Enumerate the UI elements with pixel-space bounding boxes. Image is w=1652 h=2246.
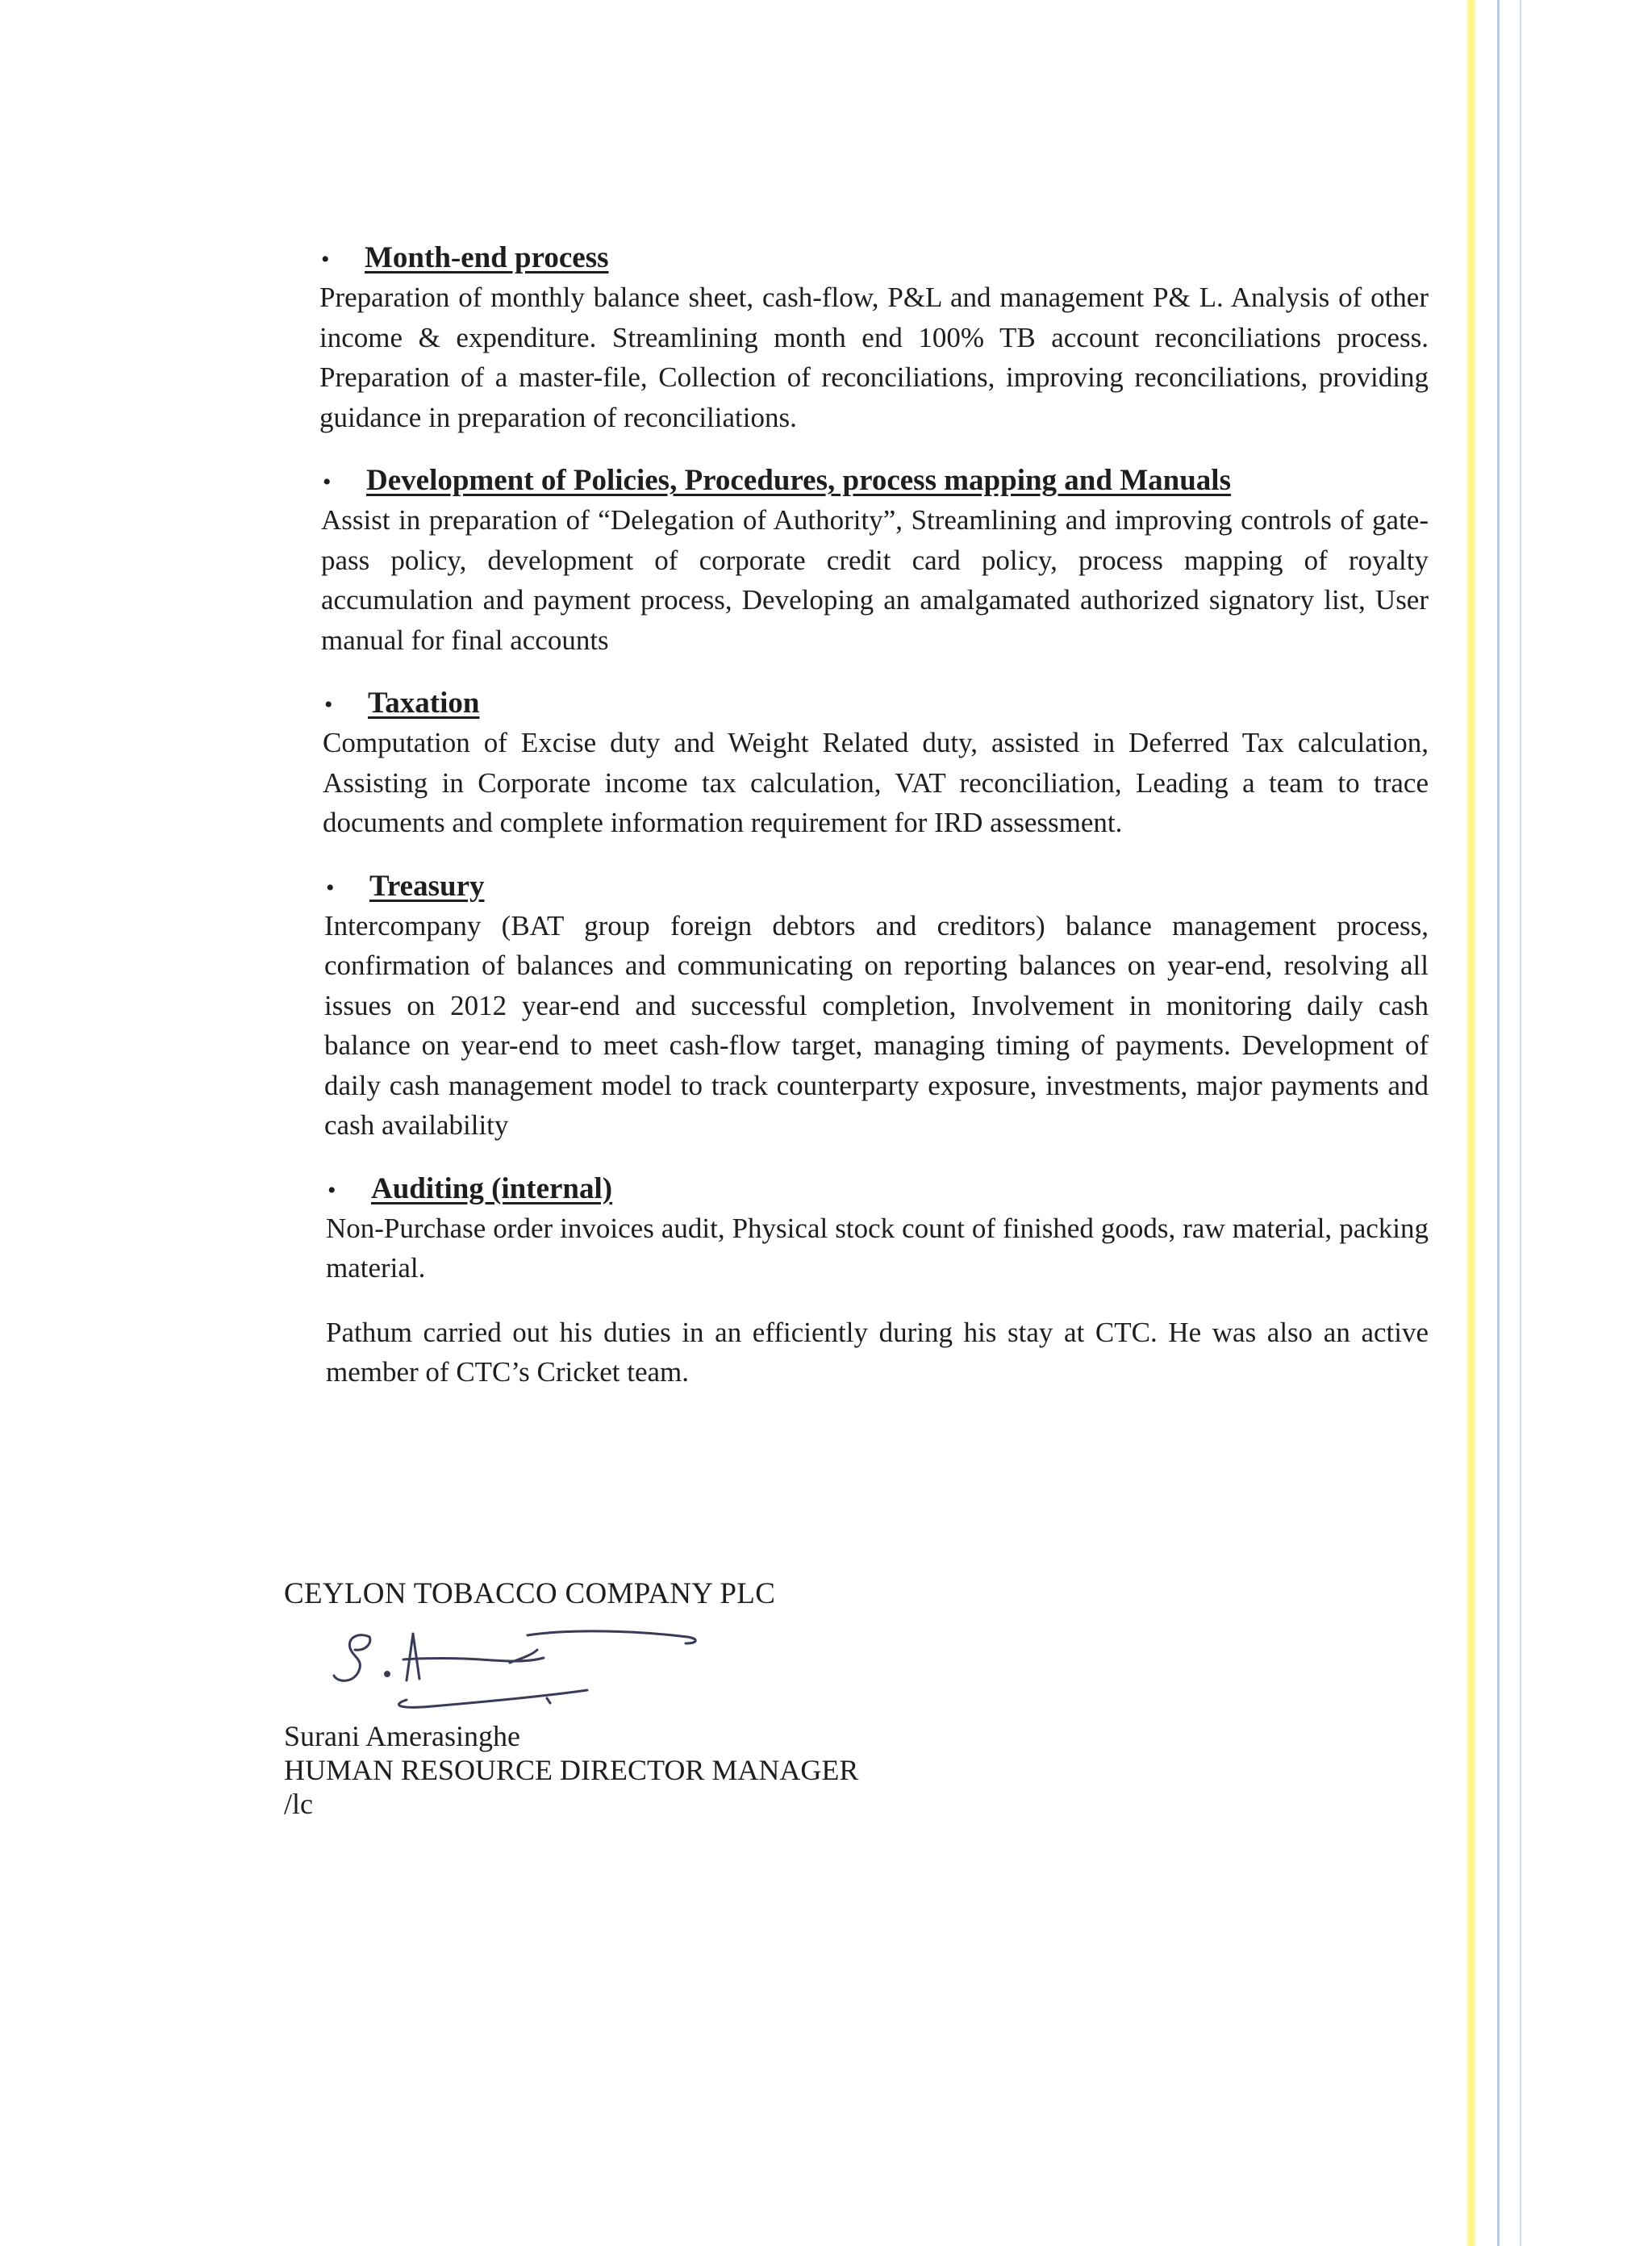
section-header xyxy=(324,867,1429,906)
handwritten-signature xyxy=(319,1626,739,1714)
section-auditing xyxy=(326,1170,1429,1288)
section-heading: Taxation xyxy=(368,687,480,720)
closing-paragraph: Pathum carried out his duties in an efficiently during his stay at CTC. He was also an active member of CTC’s Cricket team. xyxy=(326,1316,1429,1388)
signature-block xyxy=(284,1577,858,1821)
section-header xyxy=(319,239,1429,278)
section-body: Assist in preparation of “Delegation of Authority”, Streamlining and improving controls of gate-pass policy, development of corporate credit card policy, process mapping of royalty accumulation and payment process, Developing an amalgamated authorized signatory list, User manual for final accounts xyxy=(321,504,1429,656)
company-name: CEYLON TOBACCO COMPANY PLC xyxy=(284,1577,776,1610)
signatory-title: HUMAN RESOURCE DIRECTOR MANAGER xyxy=(284,1754,859,1786)
section-header xyxy=(323,684,1429,723)
page-edge-line-secondary xyxy=(1520,0,1521,2246)
section-heading: Development of Policies, Procedures, process mapping and Manuals xyxy=(366,464,1231,497)
section-heading: Auditing (internal) xyxy=(371,1171,613,1205)
section-body: Non-Purchase order invoices audit, Physical stock count of finished goods, raw material, packing material. xyxy=(326,1212,1429,1284)
letter-body xyxy=(319,239,1429,1392)
bullet-icon: • xyxy=(326,874,335,901)
section-body: Preparation of monthly balance sheet, cash-flow, P&L and management P& L. Analysis of other income & expenditure. Streamlining month end 100% TB account reconciliations process. Preparation of a master-file, Collection of reconciliations, improving reconciliations, providing guidance in preparation of reconciliations. xyxy=(319,282,1429,433)
section-heading: Month-end process xyxy=(365,241,609,274)
section-header xyxy=(321,461,1429,500)
section-policies xyxy=(321,461,1429,660)
page-edge-line xyxy=(1497,0,1500,2246)
section-treasury xyxy=(324,867,1429,1146)
section-body: Computation of Excise duty and Weight Related duty, assisted in Deferred Tax calculation, Assisting in Corporate income tax calculation, VAT reconciliation, Leading a team to trace documents and complete information requirement for IRD assessment. xyxy=(323,727,1429,838)
section-month-end xyxy=(319,239,1429,437)
section-header xyxy=(326,1170,1429,1209)
reference-initials: /lc xyxy=(284,1788,313,1820)
bullet-icon: • xyxy=(323,469,332,495)
signatory-name: Surani Amerasinghe xyxy=(284,1720,520,1752)
bullet-icon: • xyxy=(327,1176,336,1204)
page-edge-highlight xyxy=(1466,0,1476,2246)
bullet-icon: • xyxy=(324,691,333,718)
section-taxation xyxy=(323,684,1429,843)
section-heading: Treasury xyxy=(369,869,485,903)
section-body: Intercompany (BAT group foreign debtors and creditors) balance management process, confirmation of balances and communicating on reporting balances on year-end, resolving all issues on 2012 year-end and successful completion, Involvement in monitoring daily cash balance on year-end to meet cash-flow target, managing timing of payments. Development of daily cash management model to track counterparty exposure, investments, major payments and cash availability xyxy=(324,909,1429,1141)
bullet-icon: • xyxy=(321,246,330,273)
